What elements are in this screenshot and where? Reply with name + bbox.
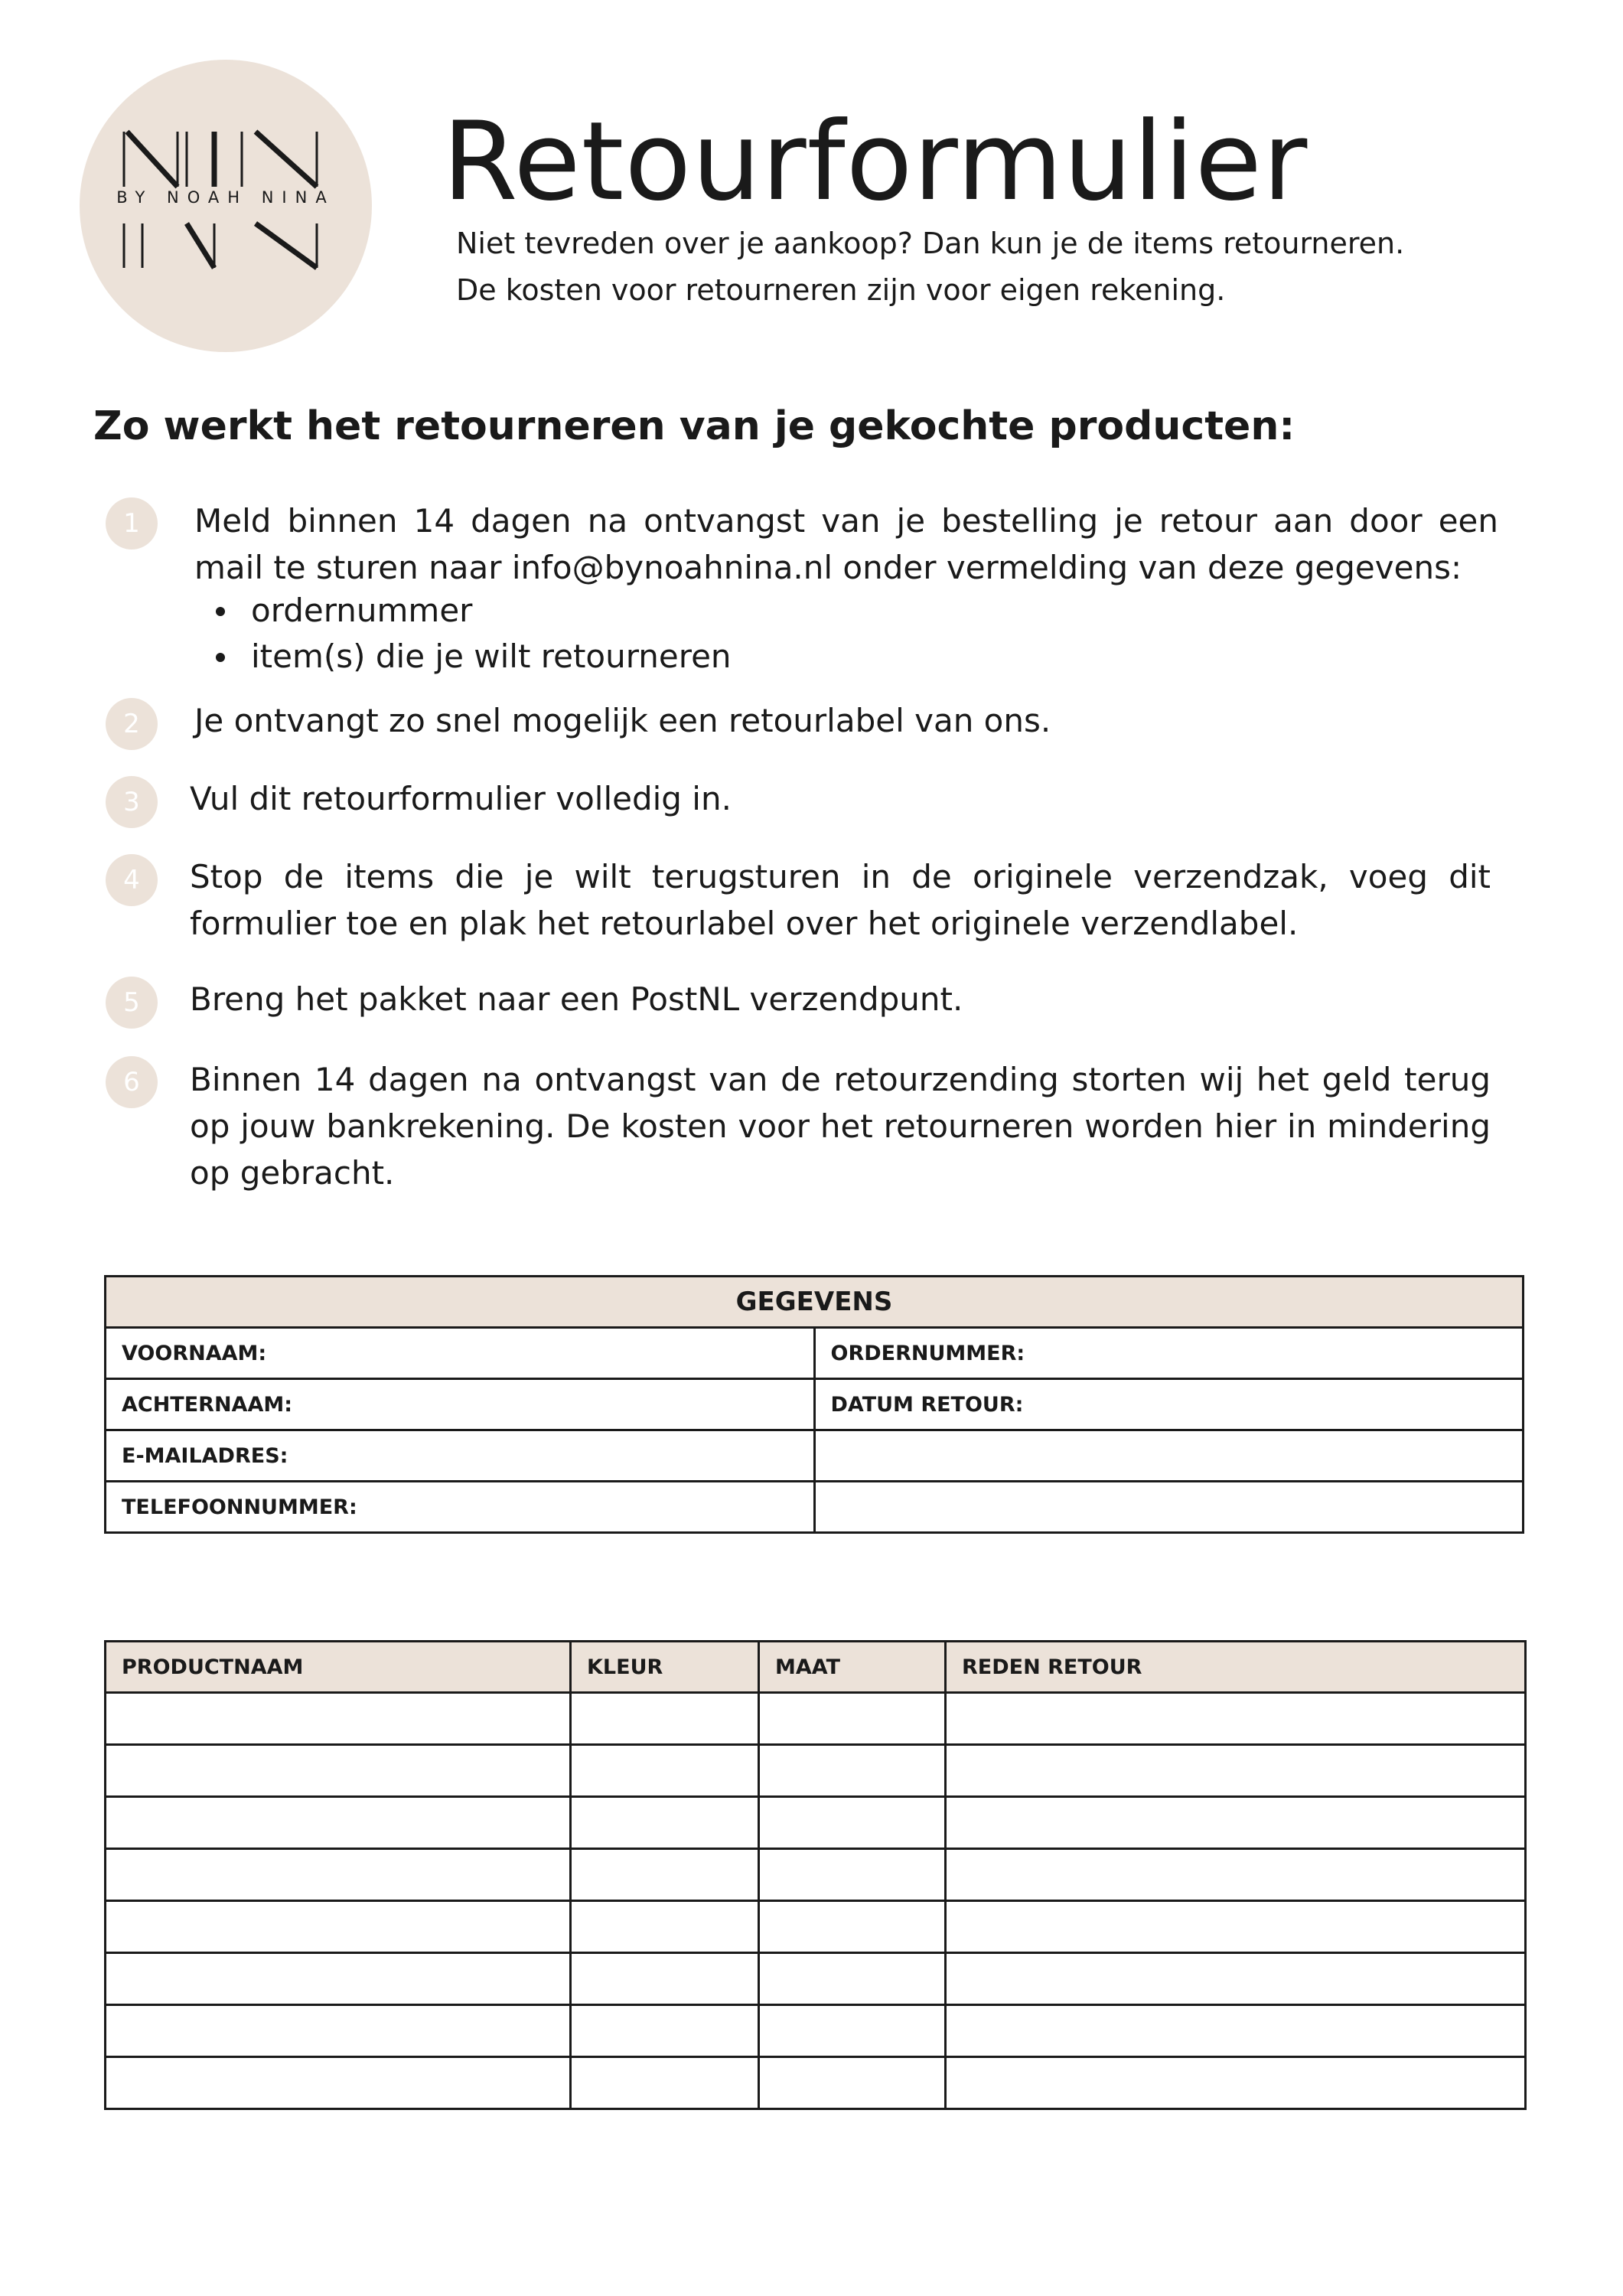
color-cell[interactable] (571, 1901, 759, 1953)
table-row (106, 1849, 1526, 1901)
table-row (106, 1482, 1524, 1533)
size-cell[interactable] (759, 1693, 946, 1745)
return-date-field[interactable]: DATUM RETOUR: (814, 1379, 1524, 1430)
return-reason-cell[interactable] (946, 1693, 1526, 1745)
size-cell[interactable] (759, 2057, 946, 2109)
table-row (106, 1797, 1526, 1849)
return-reason-cell[interactable] (946, 1849, 1526, 1901)
list-item: item(s) die je wilt retourneren (207, 634, 732, 680)
step-bullet-list (207, 588, 732, 680)
table-row (106, 1379, 1524, 1430)
email-field[interactable]: E-MAILADRES: (106, 1430, 815, 1482)
product-name-cell[interactable] (106, 2057, 571, 2109)
blank-field[interactable] (814, 1482, 1524, 1533)
color-cell[interactable] (571, 1953, 759, 2005)
blank-field[interactable] (814, 1430, 1524, 1482)
size-cell[interactable] (759, 1953, 946, 2005)
size-cell[interactable] (759, 2005, 946, 2057)
return-reason-cell[interactable] (946, 1745, 1526, 1797)
step-number-badge: 1 (106, 497, 158, 550)
intro-line: Niet tevreden over je aankoop? Dan kun je de items retourneren. (456, 227, 1405, 260)
color-cell[interactable] (571, 1797, 759, 1849)
customer-details-table (104, 1275, 1524, 1534)
step-text: Je ontvangt zo snel mogelijk een retourlabel van ons. (194, 702, 1051, 739)
instructions-heading: Zo werkt het retourneren van je gekochte producten: (93, 403, 1295, 449)
table-title: GEGEVENS (106, 1277, 1524, 1328)
logo-tagline: BY NOAH NINA (116, 188, 335, 207)
table-row (106, 1953, 1526, 2005)
table-row (106, 1693, 1526, 1745)
first-name-field[interactable]: VOORNAAM: (106, 1328, 815, 1379)
return-reason-cell[interactable] (946, 2057, 1526, 2109)
product-name-cell[interactable] (106, 1953, 571, 2005)
table-row (106, 1328, 1524, 1379)
list-item: ordernummer (207, 588, 732, 634)
product-name-cell[interactable] (106, 1693, 571, 1745)
size-cell[interactable] (759, 1745, 946, 1797)
step-text: Binnen 14 dagen na ontvangst van de retourzending storten wij het geld terug op jouw bankrekening. De kosten voor het retourneren worden hier in mindering op gebracht. (190, 1061, 1491, 1192)
step-number-badge: 2 (106, 698, 158, 750)
size-cell[interactable] (759, 1797, 946, 1849)
color-cell[interactable] (571, 1693, 759, 1745)
color-cell[interactable] (571, 2005, 759, 2057)
product-name-cell[interactable] (106, 1901, 571, 1953)
size-cell[interactable] (759, 1849, 946, 1901)
step-text: Breng het pakket naar een PostNL verzendpunt. (190, 980, 963, 1018)
phone-field[interactable]: TELEFOONNUMMER: (106, 1482, 815, 1533)
step-number-badge: 4 (106, 854, 158, 906)
column-header-color: KLEUR (571, 1642, 759, 1693)
order-number-field[interactable]: ORDERNUMMER: (814, 1328, 1524, 1379)
return-reason-cell[interactable] (946, 2005, 1526, 2057)
table-row (106, 2005, 1526, 2057)
page-title: Retourformulier (442, 99, 1309, 225)
brand-logo (80, 60, 372, 352)
step-number-badge: 3 (106, 776, 158, 828)
size-cell[interactable] (759, 1901, 946, 1953)
product-name-cell[interactable] (106, 1745, 571, 1797)
step-number-badge: 6 (106, 1056, 158, 1108)
return-reason-cell[interactable] (946, 1901, 1526, 1953)
product-rows (106, 1693, 1526, 2109)
step-number-badge: 5 (106, 977, 158, 1029)
return-reason-cell[interactable] (946, 1797, 1526, 1849)
product-name-cell[interactable] (106, 1849, 571, 1901)
table-row (106, 1745, 1526, 1797)
product-name-cell[interactable] (106, 2005, 571, 2057)
color-cell[interactable] (571, 2057, 759, 2109)
return-reason-cell[interactable] (946, 1953, 1526, 2005)
intro-line: De kosten voor retourneren zijn voor eigen rekening. (456, 273, 1226, 307)
color-cell[interactable] (571, 1849, 759, 1901)
products-table (104, 1640, 1527, 2110)
step-text: Meld binnen 14 dagen na ontvangst van je bestelling je retour aan door een mail te sturen naar info@bynoahnina.nl onder vermelding van deze gegevens: (194, 502, 1498, 586)
intro-text (456, 220, 1404, 314)
column-header-product-name: PRODUCTNAAM (106, 1642, 571, 1693)
step-text: Stop de items die je wilt terugsturen in de originele verzendzak, voeg dit formulier toe en plak het retourlabel over het originele verzendlabel. (190, 858, 1491, 942)
table-row (106, 2057, 1526, 2109)
last-name-field[interactable]: ACHTERNAAM: (106, 1379, 815, 1430)
step-text: Vul dit retourformulier volledig in. (190, 780, 732, 817)
table-row (106, 1430, 1524, 1482)
product-name-cell[interactable] (106, 1797, 571, 1849)
column-header-size: MAAT (759, 1642, 946, 1693)
color-cell[interactable] (571, 1745, 759, 1797)
table-row (106, 1901, 1526, 1953)
table-header-row (106, 1642, 1526, 1693)
column-header-return-reason: REDEN RETOUR (946, 1642, 1526, 1693)
